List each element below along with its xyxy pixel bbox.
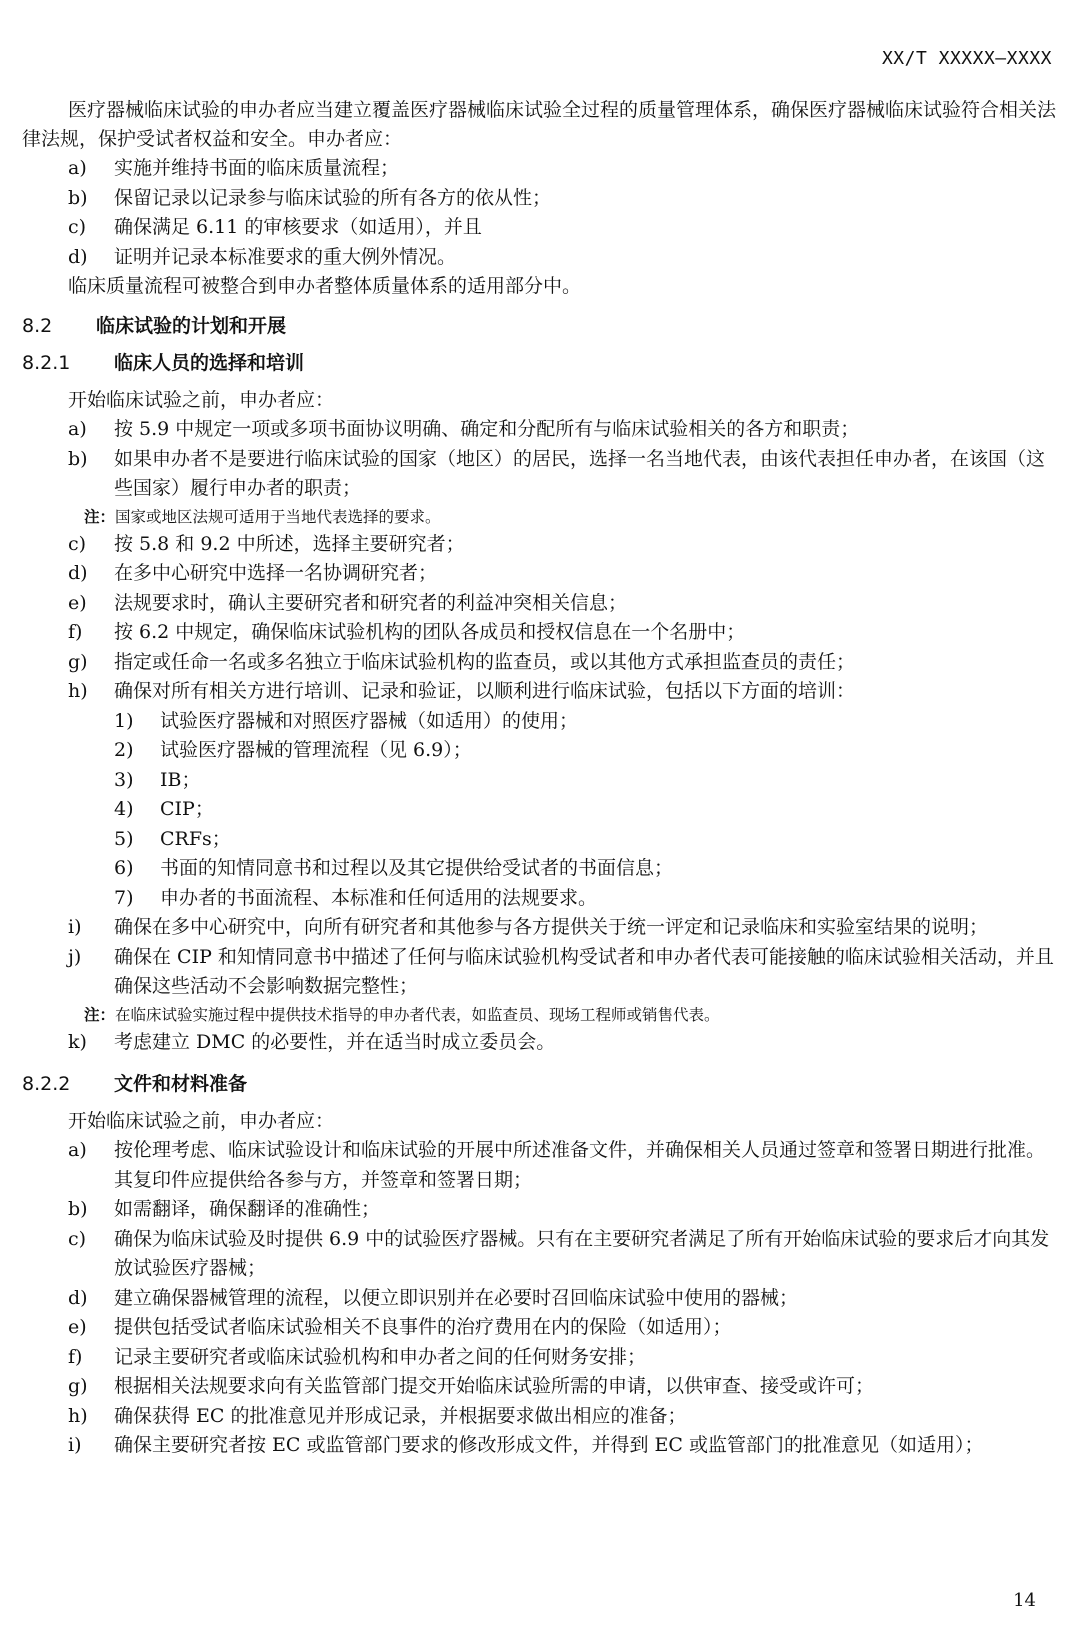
sub-list-item	[22, 766, 1058, 796]
list-text: 如果申办者不是要进行临床试验的国家（地区）的居民，选择一名当地代表，由该代表担任申办者，在该国（这些国家）履行申办者的职责；	[114, 447, 1046, 499]
section-8-2-1-list-a	[22, 415, 1058, 504]
list-marker: d)	[68, 562, 88, 584]
section-number: 8.2.1	[22, 352, 71, 374]
list-text: 实施并维持书面的临床质量流程；	[114, 157, 400, 179]
list-marker: k)	[68, 1030, 87, 1053]
note-label: 注：	[84, 1005, 116, 1024]
section-title: 临床试验的计划和开展	[96, 315, 287, 337]
intro-closing: 临床质量流程可被整合到申办者整体质量体系的适用部分中。	[68, 275, 582, 297]
list-marker: g)	[68, 650, 88, 673]
note-label: 注：	[84, 507, 116, 526]
list-item	[22, 1343, 1058, 1373]
list-item	[22, 1402, 1058, 1432]
list-marker: i)	[68, 916, 82, 938]
list-marker: c)	[68, 532, 87, 555]
sub-list-item	[22, 854, 1058, 884]
section-lead: 开始临床试验之前，申办者应：	[68, 389, 335, 411]
list-item	[22, 913, 1058, 943]
section-8-2-1-list-c	[22, 913, 1058, 1002]
list-text: 确保获得 EC 的批准意见并形成记录，并根据要求做出相应的准备；	[114, 1404, 687, 1427]
list-item	[22, 1028, 1058, 1058]
list-item	[22, 677, 1058, 707]
list-item	[22, 530, 1058, 560]
list-item	[22, 589, 1058, 619]
list-item	[22, 943, 1058, 1002]
list-marker: c)	[68, 1227, 87, 1250]
list-text: 记录主要研究者或临床试验机构和申办者之间的任何财务安排；	[114, 1345, 647, 1368]
list-marker: a)	[68, 418, 87, 440]
list-text: 确保满足 6.11 的审核要求（如适用），并且	[114, 216, 482, 238]
section-8-2-2-list	[22, 1136, 1058, 1461]
list-text: 申办者的书面流程、本标准和任何适用的法规要求。	[160, 886, 598, 909]
list-marker: b)	[68, 447, 88, 470]
list-item	[22, 1136, 1058, 1195]
list-text: 确保在 CIP 和知情同意书中描述了任何与临床试验机构受试者和申办者代表可能接触的临床试验相关活动，并且确保这些活动不会影响数据完整性；	[114, 945, 1054, 997]
list-marker: 2)	[114, 739, 134, 761]
section-8-2-2-heading	[22, 1069, 1058, 1099]
list-text: 确保主要研究者按 EC 或监管部门要求的修改形成文件，并得到 EC 或监管部门的批准意见（如适用）；	[114, 1434, 984, 1456]
page-number: 14	[1013, 1590, 1036, 1611]
list-text: CRFs；	[160, 827, 231, 850]
list-marker: 5)	[114, 827, 134, 850]
list-marker: 6)	[114, 857, 134, 879]
list-item	[22, 243, 1058, 273]
section-8-2-1-heading	[22, 348, 1058, 378]
list-text: 确保在多中心研究中，向所有研究者和其他参与各方提供关于统一评定和记录临床和实验室结果的说明；	[114, 916, 989, 938]
list-text: 确保对所有相关方进行培训、记录和验证，以顺利进行临床试验，包括以下方面的培训：	[114, 680, 856, 702]
document-code: XX/T XXXXX—XXXX	[881, 48, 1052, 69]
list-text: CIP；	[160, 798, 214, 820]
list-item	[22, 1195, 1058, 1225]
list-text: 按 6.2 中规定，确保临床试验机构的团队各成员和授权信息在一个名册中；	[114, 621, 746, 643]
note	[22, 1003, 1058, 1027]
list-marker: i)	[68, 1434, 82, 1456]
list-text: 指定或任命一名或多名独立于临床试验机构的监查员，或以其他方式承担监查员的责任；	[114, 650, 856, 673]
section-lead: 开始临床试验之前，申办者应：	[68, 1110, 335, 1132]
list-marker: f)	[68, 1345, 83, 1368]
sub-list-item	[22, 825, 1058, 855]
section-8-2-heading	[22, 311, 1058, 341]
list-item	[22, 1313, 1058, 1343]
list-text: 根据相关法规要求向有关监管部门提交开始临床试验所需的申请，以供审查、接受或许可；	[114, 1375, 875, 1397]
list-marker: 7)	[114, 886, 134, 909]
list-item	[22, 618, 1058, 648]
list-item	[22, 1431, 1058, 1461]
list-marker: h)	[68, 1404, 88, 1427]
list-item	[22, 559, 1058, 589]
list-marker: h)	[68, 680, 88, 702]
list-text: 建立确保器械管理的流程，以便立即识别并在必要时召回临床试验中使用的器械；	[114, 1286, 799, 1309]
list-item	[22, 184, 1058, 214]
sub-list-item	[22, 736, 1058, 766]
list-item	[22, 445, 1058, 504]
section-number: 8.2.2	[22, 1073, 71, 1095]
list-marker: j)	[68, 945, 82, 968]
note-text: 在临床试验实施过程中提供技术指导的申办者代表，如监查员、现场工程师或销售代表。	[115, 1005, 720, 1024]
list-text: 试验医疗器械的管理流程（见 6.9）；	[160, 739, 472, 761]
section-title: 文件和材料准备	[114, 1073, 248, 1095]
sub-list-item	[22, 707, 1058, 737]
list-text: 提供包括受试者临床试验相关不良事件的治疗费用在内的保险（如适用）；	[114, 1316, 732, 1338]
list-text: 在多中心研究中选择一名协调研究者；	[114, 562, 438, 584]
list-item	[22, 415, 1058, 445]
list-marker: c)	[68, 216, 87, 238]
list-marker: d)	[68, 245, 88, 268]
list-item	[22, 1372, 1058, 1402]
list-marker: f)	[68, 621, 83, 643]
list-marker: 1)	[114, 709, 134, 732]
list-text: 按伦理考虑、临床试验设计和临床试验的开展中所述准备文件，并确保相关人员通过签章和签署日期进行批准。其复印件应提供给各参与方，并签章和签署日期；	[114, 1139, 1046, 1191]
list-text: IB；	[160, 768, 201, 791]
list-marker: 3)	[114, 768, 134, 791]
sub-list-item	[22, 795, 1058, 825]
list-marker: a)	[68, 1139, 87, 1161]
list-text: 证明并记录本标准要求的重大例外情况。	[114, 245, 457, 268]
list-text: 法规要求时，确认主要研究者和研究者的利益冲突相关信息；	[114, 591, 628, 614]
list-marker: b)	[68, 186, 88, 209]
section-8-2-1-list-d	[22, 1028, 1058, 1058]
section-8-2-1-sublist	[22, 707, 1058, 914]
list-text: 确保为临床试验及时提供 6.9 中的试验医疗器械。只有在主要研究者满足了所有开始临床试验的要求后才向其发放试验医疗器械；	[114, 1227, 1050, 1279]
list-item	[22, 1225, 1058, 1284]
list-text: 考虑建立 DMC 的必要性，并在适当时成立委员会。	[114, 1030, 556, 1053]
section-number: 8.2	[22, 315, 53, 337]
intro-list	[22, 154, 1058, 272]
list-marker: d)	[68, 1286, 88, 1309]
list-text: 试验医疗器械和对照医疗器械（如适用）的使用；	[160, 709, 579, 732]
sub-list-item	[22, 884, 1058, 914]
list-text: 按 5.9 中规定一项或多项书面协议明确、确定和分配所有与临床试验相关的各方和职责；	[114, 418, 860, 440]
list-text: 如需翻译，确保翻译的准确性；	[114, 1198, 381, 1220]
list-item	[22, 1284, 1058, 1314]
list-marker: e)	[68, 1316, 87, 1338]
section-8-2-1-list-b	[22, 530, 1058, 707]
list-marker: g)	[68, 1375, 88, 1397]
document-body	[22, 96, 1058, 1461]
list-marker: a)	[68, 157, 87, 179]
note	[22, 505, 1058, 529]
list-text: 书面的知情同意书和过程以及其它提供给受试者的书面信息；	[160, 857, 674, 879]
list-item	[22, 213, 1058, 243]
list-text: 保留记录以记录参与临床试验的所有各方的依从性；	[114, 186, 552, 209]
section-title: 临床人员的选择和培训	[114, 352, 305, 374]
list-marker: b)	[68, 1198, 88, 1220]
list-item	[22, 154, 1058, 184]
note-text: 国家或地区法规可适用于当地代表选择的要求。	[115, 507, 441, 526]
list-marker: e)	[68, 591, 87, 614]
intro-paragraph: 医疗器械临床试验的申办者应当建立覆盖医疗器械临床试验全过程的质量管理体系，确保医疗器械临床试验符合相关法律法规，保护受试者权益和安全。申办者应：	[22, 99, 1057, 150]
list-item	[22, 648, 1058, 678]
list-marker: 4)	[114, 798, 134, 820]
list-text: 按 5.8 和 9.2 中所述，选择主要研究者；	[114, 532, 465, 555]
